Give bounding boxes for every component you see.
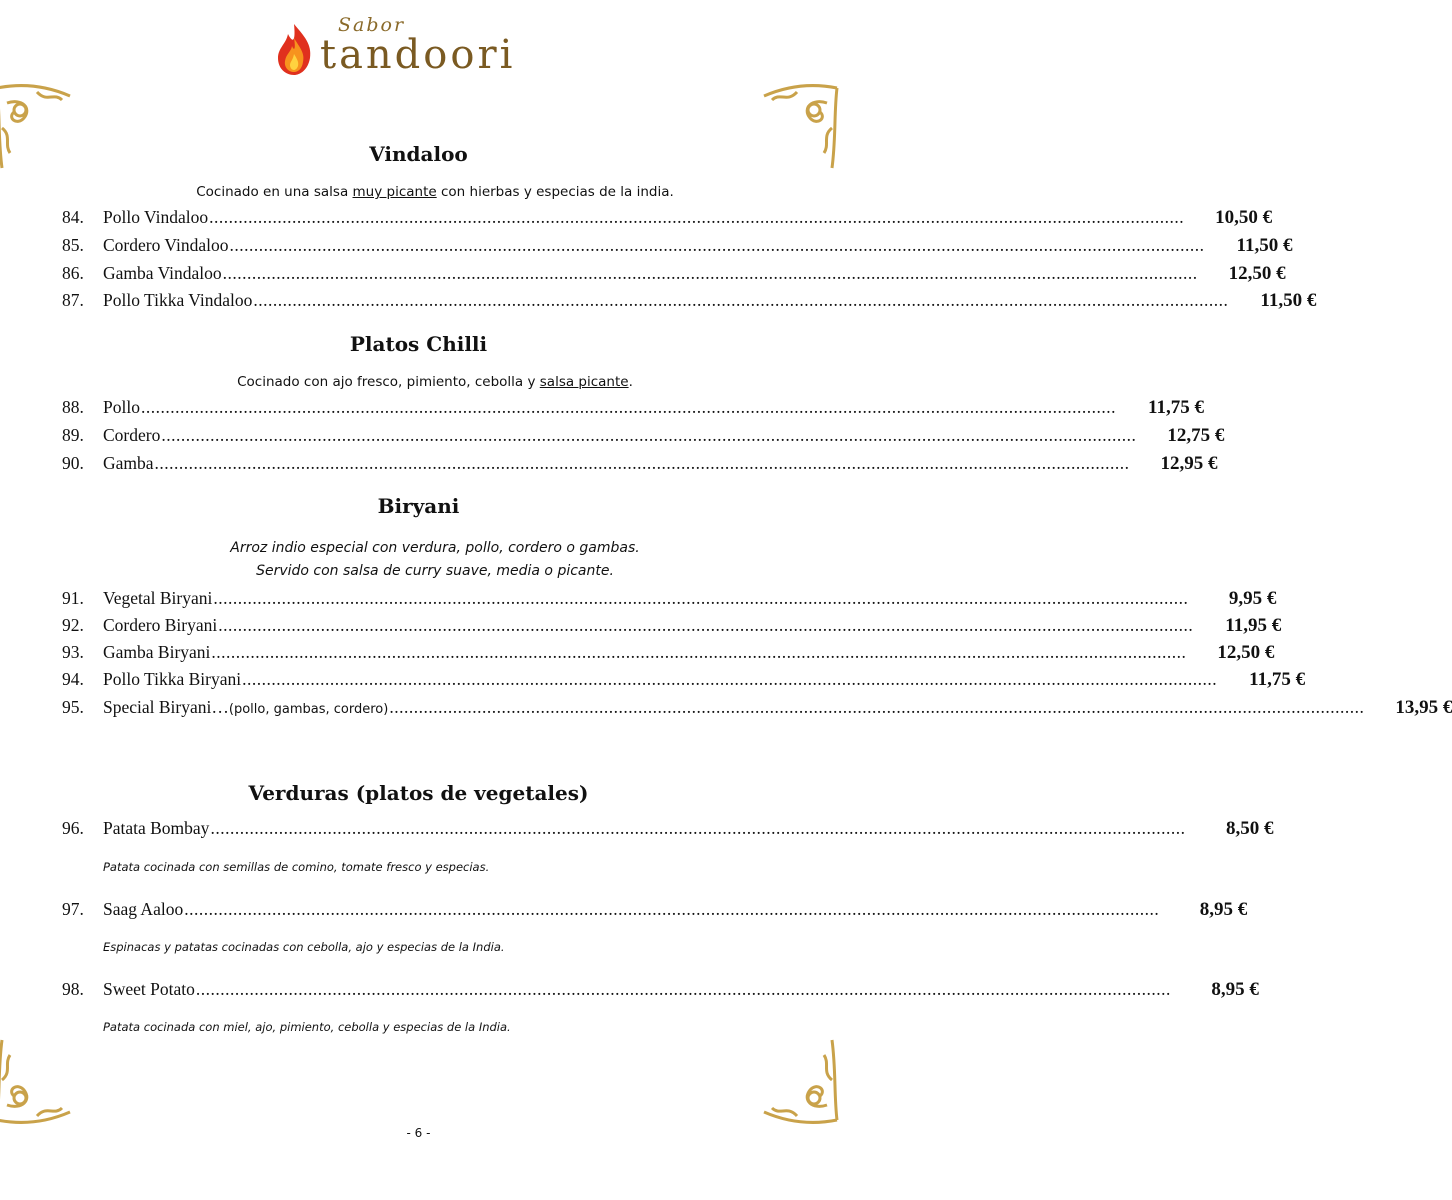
section-desc-biryani-line2: Servido con salsa de curry suave, media o picante. (256, 563, 614, 579)
menu-item: 87. Pollo Tikka Vindaloo ........................................................................................................................................................................................................ 11,50 € (62, 290, 1317, 311)
menu-item: 90. Gamba ........................................................................................................................................................................................................ 12,95 € (62, 453, 1218, 474)
menu-item: 94. Pollo Tikka Biryani ........................................................................................................................................................................................................ 11,75 € (62, 669, 1306, 690)
menu-item: 95. Special Biryani… (pollo, gambas, cordero) ........................................................................................................................................................................................................ 13,95 € (62, 697, 1452, 718)
restaurant-logo (270, 14, 560, 80)
menu-item: 89. Cordero ........................................................................................................................................................................................................ 12,75 € (62, 425, 1225, 446)
section-desc-vindaloo: Cocinado en una salsa muy picante con hierbas y especias de la india. (196, 184, 674, 200)
menu-item: 93. Gamba Biryani ........................................................................................................................................................................................................ 12,50 € (62, 642, 1275, 663)
menu-item: 92. Cordero Biryani ........................................................................................................................................................................................................ 11,95 € (62, 615, 1282, 636)
menu-item-note: Patata cocinada con semillas de comino, tomate fresco y especias. (103, 860, 490, 874)
logo-sabor-text: Sabor (338, 14, 406, 36)
menu-item: 84. Pollo Vindaloo ........................................................................................................................................................................................................ 10,50 € (62, 207, 1273, 228)
section-title-vindaloo: Vindaloo (369, 142, 468, 166)
menu-item-note: Patata cocinada con miel, ajo, pimiento, cebolla y especias de la India. (103, 1020, 511, 1034)
menu-item: 97. Saag Aaloo ........................................................................................................................................................................................................ 8,95 € (62, 899, 1248, 920)
menu-item-note: Espinacas y patatas cocinadas con cebolla, ajo y especias de la India. (103, 940, 505, 954)
flame-icon (274, 22, 314, 76)
page-number: - 6 - (406, 1126, 431, 1140)
menu-item: 96. Patata Bombay ........................................................................................................................................................................................................ 8,50 € (62, 818, 1274, 839)
menu-item: 85. Cordero Vindaloo ........................................................................................................................................................................................................ 11,50 € (62, 235, 1293, 256)
section-desc-biryani-line1: Arroz indio especial con verdura, pollo, cordero o gambas. (230, 540, 640, 556)
menu-item: 98. Sweet Potato ........................................................................................................................................................................................................ 8,95 € (62, 979, 1259, 1000)
section-title-biryani: Biryani (377, 494, 460, 518)
section-title-verduras: Verduras (platos de vegetales) (248, 781, 589, 805)
ornament-bottom-left (0, 1030, 82, 1130)
menu-item: 88. Pollo ........................................................................................................................................................................................................ 11,75 € (62, 397, 1204, 418)
menu-item: 86. Gamba Vindaloo ........................................................................................................................................................................................................ 12,50 € (62, 263, 1286, 284)
section-title-chilli: Platos Chilli (349, 332, 488, 356)
logo-tandoori-text: tandoori (320, 32, 516, 78)
ornament-bottom-right (752, 1030, 842, 1130)
menu-item: 91. Vegetal Biryani ........................................................................................................................................................................................................ 9,95 € (62, 588, 1277, 609)
section-desc-chilli: Cocinado con ajo fresco, pimiento, cebolla y salsa picante. (237, 374, 633, 390)
